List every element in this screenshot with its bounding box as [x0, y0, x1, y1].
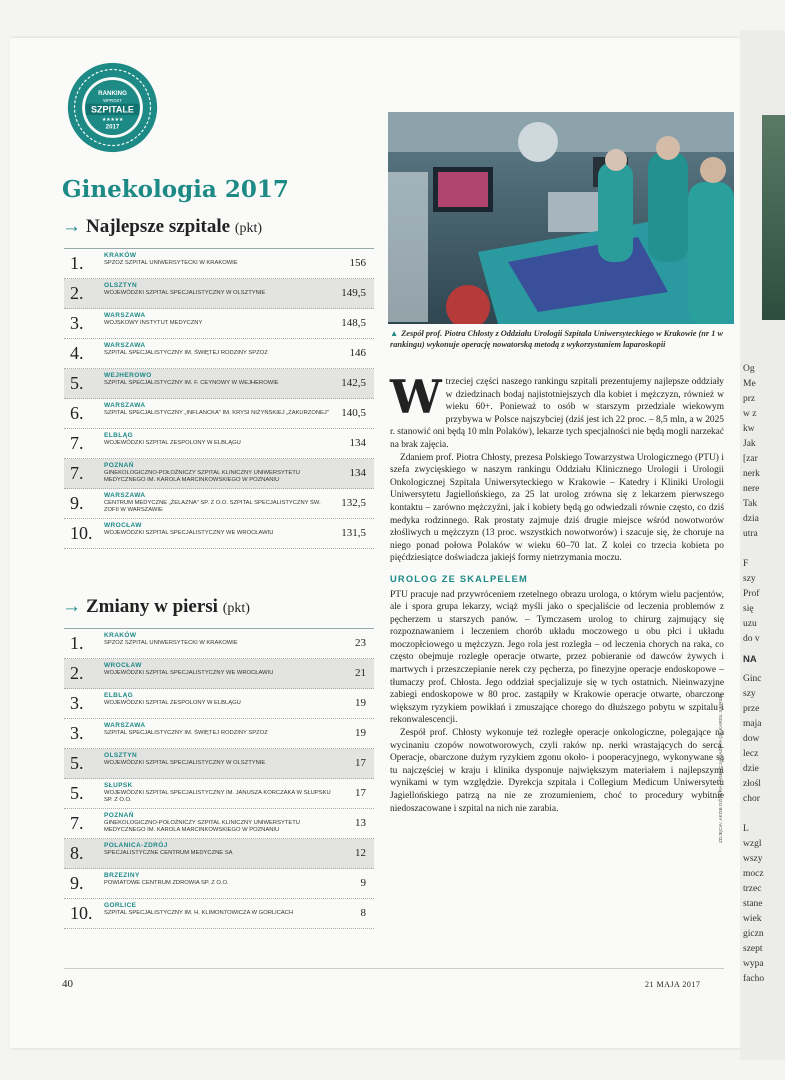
rank-number: 8.	[70, 843, 84, 863]
city-name: POZNAŃ	[104, 812, 134, 819]
caption-text: Zespół prof. Piotra Chłosty z Oddziału Urologii Szpitala Uniwersyteckiego w Krakowie (nr 1 w rankingu) wykonuje operację nowatorską metodą z wykorzystaniem laparoskopii	[390, 329, 723, 349]
rank-number: 3.	[70, 693, 84, 713]
next-page-text-fragment: lecz	[743, 749, 759, 759]
points-value: 21	[355, 667, 366, 679]
next-page-text-fragment: wiek	[743, 914, 762, 924]
rank-number: 7.	[70, 433, 84, 453]
next-page-edge	[740, 30, 785, 1060]
arrow-right-icon: →	[62, 216, 81, 237]
hospital-name: SZPITAL SPECJALISTYCZNY „INFLANCKA" IM. KRYSI NIŻYŃSKIEJ „ZAKURZONEJ"	[104, 410, 329, 416]
next-page-text-fragment: nerk	[743, 469, 760, 479]
rank-number: 5.	[70, 373, 84, 393]
hospital-name: SPZOZ SZPITAL UNIWERSYTECKI W KRAKOWIE	[104, 640, 238, 646]
table-row	[64, 309, 374, 339]
city-name: OLSZTYN	[104, 282, 138, 289]
rank-number: 9.	[70, 493, 84, 513]
city-name: BRZEZINY	[104, 872, 140, 879]
city-name: KRAKÓW	[104, 632, 137, 639]
photo-caption	[390, 329, 730, 351]
rank-number: 5.	[70, 753, 84, 773]
points-value: 148,5	[341, 317, 366, 329]
points-value: 156	[349, 257, 366, 269]
hospital-name: WOJSKOWY INSTYTUT MEDYCZNY	[104, 320, 203, 326]
points-value: 132,5	[341, 497, 366, 509]
city-name: WARSZAWA	[104, 312, 146, 319]
points-value: 142,5	[341, 377, 366, 389]
footer-divider	[64, 968, 724, 969]
city-name: ELBLĄG	[104, 432, 134, 439]
next-page-text-fragment: wypa	[743, 959, 764, 969]
points-value: 140,5	[341, 407, 366, 419]
breast-heading-text: Zmiany w piersi	[86, 596, 218, 617]
city-name: WARSZAWA	[104, 722, 146, 729]
hospital-name: CENTRUM MEDYCZNE „ŻELAZNA" SP. Z O.O. SZPITAL SPECJALISTYCZNY ŚW. ZOFII W WARSZAWIE	[104, 500, 321, 514]
points-value: 134	[349, 437, 366, 449]
badge-main: SZPITALE	[91, 104, 134, 115]
next-page-text-fragment: Prof	[743, 589, 760, 599]
rank-number: 1.	[70, 253, 84, 273]
rank-number: 2.	[70, 663, 84, 683]
hospital-name: SZPITAL SPECJALISTYCZNY IM. ŚWIĘTEJ RODZINY SPZOZ	[104, 350, 268, 356]
hospital-name: SZPITAL SPECJALISTYCZNY IM. ŚWIĘTEJ RODZINY SPZOZ	[104, 730, 268, 736]
triangle-icon: ▲	[390, 329, 399, 338]
hospital-name: SZPITAL SPECJALISTYCZNY IM. H. KLIMONTOWICZA W GORLICACH	[104, 910, 294, 916]
next-page-text-fragment: uzu	[743, 619, 757, 629]
table-row	[64, 719, 374, 749]
rank-number: 3.	[70, 313, 84, 333]
next-page-text-fragment: dow	[743, 734, 760, 744]
hospital-name: WOJEWÓDZKI SZPITAL SPECJALISTYCZNY WE WROCŁAWIU	[104, 670, 274, 676]
article-paragraph-2: Zdaniem prof. Piotra Chłosty, prezesa Polskiego Towarzystwa Urologicznego (PTU) i szefa zwycięskiego w naszym rankingu Oddziału Klinicznego Urologii i Urologii Onkologicznej Szpitala Uniwersyteckiego w Krakowie – Katedry i Kliniki Urologii Uniwersytetu Jagiellońskiego, za 25 lat urolog zrówna się z lekarzem pierwszego kontaktu – zarówno mężczyźni, jak i kobiety będą go odwiedzali równie często, co dziś medyka rodzinnego. Rak prostaty zajmuje dziś drugie miejsce wśród nowotworów złośliwych u mężczyzn (13 proc. wszystkich nowotworów) i szacuje się, że choruje na niego ponad połowa Polaków w wieku 60–70 lat. Z kolei co trzecia kobieta po pięćdziesiątce doświadcza jakiejś formy nietrzymania moczu.	[390, 452, 724, 564]
next-page-text-fragment: [zar	[743, 454, 758, 464]
rank-number: 5.	[70, 783, 84, 803]
city-name: POLANICA-ZDRÓJ	[104, 842, 168, 849]
issue-date: 21 MAJA 2017	[645, 980, 701, 989]
hospital-name: SZPITAL SPECJALISTYCZNY IM. F. CEYNOWY W WEJHEROWIE	[104, 380, 279, 386]
rank-number: 1.	[70, 633, 84, 653]
next-page-text-fragment: NA	[743, 654, 757, 665]
surgery-photo	[388, 112, 734, 324]
next-page-text-fragment: wzgl	[743, 839, 762, 849]
next-page-text-fragment: nere	[743, 484, 760, 494]
article-subheading: UROLOG ZE SKALPELEM	[390, 573, 528, 584]
next-page-text-fragment: Og	[743, 364, 755, 374]
city-name: WARSZAWA	[104, 492, 146, 499]
city-name: OLSZTYN	[104, 752, 138, 759]
hospital-name: GINEKOLOGICZNO-POŁOŻNICZY SZPITAL KLINICZNY UNIWERSYTETU MEDYCZNEGO IM. KAROLA MARCINKOWSKIEGO W POZNANIU	[104, 820, 300, 834]
points-value: 146	[349, 347, 366, 359]
next-page-text-fragment: szept	[743, 944, 763, 954]
rank-number: 4.	[70, 343, 84, 363]
hospital-name: SPZOZ SZPITAL UNIWERSYTECKI W KRAKOWIE	[104, 260, 238, 266]
points-value: 12	[355, 847, 366, 859]
best-hospitals-table	[64, 248, 374, 549]
next-page-text-fragment: stane	[743, 899, 763, 909]
table-row	[64, 429, 374, 459]
table-row	[64, 249, 374, 279]
table-row	[64, 869, 374, 899]
city-name: ELBLĄG	[104, 692, 134, 699]
next-page-text-fragment: prze	[743, 704, 760, 714]
article-paragraph-3: PTU pracuje nad przywróceniem rzetelnego obrazu urologa, o którym wielu pacjentów, ale i spora grupa lekarzy, wciąż myśli jako o specjaliście od leczenia problemów z pęcherzem u starszych panów. – Tymczasem urolog to chirurg zajmujący się rozpoznawaniem i leczeniem chorób układu moczowego u obu płci i układu moczopłciowego u mężczyzn. Jego rola jest rozległa – od leczenia chorych na raka, co często obejmuje rozległe operacje otwarte, przez pobieranie od dawców żywych i martwych i przeszczepianie nerek czy pęcherza, po finezyjne operacje endoskopowe – tłumaczy prof. Chłosta. Jego oddział specjalizuje się w tych ostatnich. Nieinwazyjne zabiegi endoskopowe w 80 proc. zastąpiły w Krakowie operacje otwarte, obarczone większym ryzykiem powikłań i zmuszające chorego do dłuższego pobytu w szpitalu i rekonwalescencji.	[390, 589, 724, 726]
city-name: WARSZAWA	[104, 342, 146, 349]
breast-heading-unit: (pkt)	[222, 601, 250, 616]
points-value: 9	[360, 877, 366, 889]
best-heading-text: Najlepsze szpitale	[86, 216, 231, 237]
photo-credit: ZDJĘCIA: AKOB GÓTERA / AGENCJA GAZETA (2), KAROL SIERSKI	[719, 693, 724, 843]
table-row	[64, 399, 374, 429]
hospital-name: WOJEWÓDZKI SZPITAL SPECJALISTYCZNY IM. JANUSZA KORCZAKA W SŁUPSKU SP. Z O.O.	[104, 790, 331, 804]
rank-number: 3.	[70, 723, 84, 743]
rank-number: 7.	[70, 463, 84, 483]
rank-number: 2.	[70, 283, 84, 303]
next-page-text-fragment: mocz	[743, 869, 764, 879]
page-number: 40	[62, 978, 73, 990]
next-page-text-fragment: Jak	[743, 439, 756, 449]
next-page-text-fragment: Tak	[743, 499, 758, 509]
table-row	[64, 659, 374, 689]
next-page-text-fragment: szy	[743, 574, 756, 584]
next-page-text-fragment: giczn	[743, 929, 764, 939]
table-row	[64, 629, 374, 659]
hospital-name: POWIATOWE CENTRUM ZDROWIA SP. Z O.O.	[104, 880, 229, 886]
best-heading-unit: (pkt)	[234, 221, 263, 236]
table-row	[64, 779, 374, 809]
rank-number: 10.	[70, 523, 93, 543]
badge-sub: WPROST	[103, 97, 122, 103]
next-page-text-fragment: Me	[743, 379, 756, 389]
next-page-text-fragment: wszy	[743, 854, 763, 864]
next-page-text-fragment: Ginc	[743, 674, 762, 684]
table-row	[64, 489, 374, 519]
ranking-badge	[65, 60, 160, 155]
table-row	[64, 339, 374, 369]
table-row	[64, 899, 374, 929]
hospital-name: GINEKOLOGICZNO-POŁOŻNICZY SZPITAL KLINICZNY UNIWERSYTETU MEDYCZNEGO IM. KAROLA MARCINKOWSKIEGO W POZNANIU	[104, 470, 300, 484]
badge-stars-icon: ★★★★★	[101, 117, 124, 123]
table-row	[64, 839, 374, 869]
table-row	[64, 689, 374, 719]
next-page-text-fragment: facho	[743, 974, 765, 984]
points-value: 17	[355, 787, 366, 799]
table-row	[64, 459, 374, 489]
next-page-text-fragment: prz	[743, 394, 756, 404]
points-value: 13	[355, 817, 366, 829]
next-page-text-fragment: się	[743, 604, 754, 614]
city-name: WROCŁAW	[104, 662, 142, 669]
rank-number: 6.	[70, 403, 84, 423]
points-value: 134	[349, 467, 366, 479]
paragraph-1-text: trzeciej części naszego rankingu szpitali prezentujemy najlepsze oddziały w dziedzinach bodaj najistotniejszych dla kobiet i mężczyzn, również w wieku 60+. Ponieważ to osób w starszym przedziale wiekowym przybywa w Polsce najszybciej (dziś jest ich 22 proc. – 8,5 mln, a w 2025 r. stanowić oni będą 10 mln Polaków), lekarze tych specjalności nie będą mogli narzekać na brak zajęcia.	[390, 377, 725, 450]
article-paragraph-4: Zespół prof. Chłosty wykonuje też rozległe operacje onkologiczne, polegające na wycinaniu czopów nowotworowych, czyli raków np. nerki wrastających do serca. Operacje, obarczone dużym ryzykiem zgonu około- i pooperacyjnego, wykonywane są tu najczęściej w kraju i klinika dysponuje największym materiałem i najlepszymi wynikami w tym względzie. Dyrekcja szpitala i Collegium Medicum Uniwersytetu Jagiellońskiego patrzą na nie ze zrozumieniem, choć to procedury wybitnie niedoszacowane i szpital na nich nie zarabia.	[390, 728, 724, 814]
points-value: 23	[355, 637, 366, 649]
table-row	[64, 809, 374, 839]
hospital-name: WOJEWÓDZKI SZPITAL SPECJALISTYCZNY W OLSZTYNIE	[104, 290, 266, 296]
hospital-name: WOJEWÓDZKI SZPITAL ZESPOLONY W ELBLĄGU	[104, 700, 241, 706]
breast-changes-table	[64, 628, 374, 929]
next-page-text-fragment: trzec	[743, 884, 762, 894]
badge-top: RANKING	[98, 90, 127, 98]
city-name: WARSZAWA	[104, 402, 146, 409]
next-page-text-fragment: F	[743, 559, 749, 569]
next-page-text-fragment: do v	[743, 634, 760, 644]
best-hospitals-heading	[62, 216, 262, 238]
points-value: 8	[360, 907, 366, 919]
next-page-text-fragment: szy	[743, 689, 756, 699]
next-page-text-fragment: dzia	[743, 514, 759, 524]
city-name: SŁUPSK	[104, 782, 133, 789]
magazine-page	[10, 38, 745, 1048]
city-name: WEJHEROWO	[104, 372, 152, 379]
city-name: KRAKÓW	[104, 252, 137, 259]
article-paragraph-1	[390, 370, 725, 452]
points-value: 149,5	[341, 287, 366, 299]
rank-number: 10.	[70, 903, 93, 923]
table-row	[64, 519, 374, 549]
table-row	[64, 369, 374, 399]
page-title: Ginekologia 2017	[62, 176, 289, 203]
city-name: GORLICE	[104, 902, 137, 909]
arrow-right-icon: →	[62, 596, 81, 617]
table-row	[64, 279, 374, 309]
points-value: 131,5	[341, 527, 366, 539]
hospital-name: WOJEWÓDZKI SZPITAL SPECJALISTYCZNY WE WROCŁAWIU	[104, 530, 274, 536]
article-body	[390, 370, 725, 815]
points-value: 17	[355, 757, 366, 769]
table-row	[64, 749, 374, 779]
hospital-name: WOJEWÓDZKI SZPITAL SPECJALISTYCZNY W OLSZTYNIE	[104, 760, 266, 766]
drop-cap: W	[390, 370, 442, 424]
next-page-text-fragment: chor	[743, 794, 760, 804]
next-page-text-fragment: utra	[743, 529, 758, 539]
points-value: 19	[355, 727, 366, 739]
next-page-text-fragment: L	[743, 824, 749, 834]
city-name: WROCŁAW	[104, 522, 142, 529]
next-page-text-fragment: maja	[743, 719, 762, 729]
next-page-text-fragment: dzie	[743, 764, 759, 774]
next-page-text-fragment: kw	[743, 424, 755, 434]
badge-year: 2017	[105, 123, 120, 131]
points-value: 19	[355, 697, 366, 709]
breast-changes-heading	[62, 596, 250, 618]
hospital-name: WOJEWÓDZKI SZPITAL ZESPOLONY W ELBLĄGU	[104, 440, 241, 446]
next-page-text-fragment: w z	[743, 409, 757, 419]
next-page-photo-edge	[762, 115, 785, 320]
rank-number: 7.	[70, 813, 84, 833]
city-name: POZNAŃ	[104, 462, 134, 469]
rank-number: 9.	[70, 873, 84, 893]
next-page-text-fragment: złośl	[743, 779, 761, 789]
hospital-name: SPECJALISTYCZNE CENTRUM MEDYCZNE SA	[104, 850, 233, 856]
